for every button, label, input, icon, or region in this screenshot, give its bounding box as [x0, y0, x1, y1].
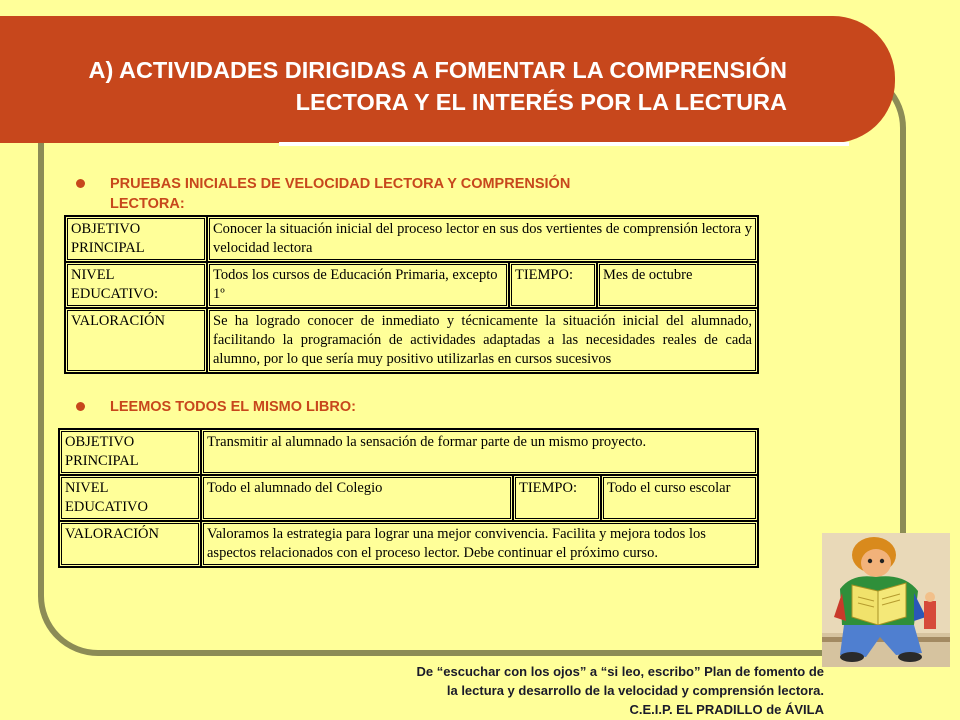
footer-line-2: la lectura y desarrollo de la velocidad y comprensión lectora.: [446, 683, 824, 698]
section-1-heading: PRUEBAS INICIALES DE VELOCIDAD LECTORA Y COMPRENSIÓN LECTORA:: [110, 176, 571, 212]
title-banner: [0, 16, 895, 143]
section-2-heading: LEEMOS TODOS EL MISMO LIBRO:: [110, 399, 356, 415]
tiempo-label: TIEMPO:: [509, 262, 597, 308]
title-line-2: LECTORA Y EL INTERÉS POR LA LECTURA: [295, 89, 787, 115]
nivel-label: NIVEL EDUCATIVO: [59, 475, 201, 521]
valoracion-label: VALORACIÓN: [65, 308, 207, 373]
nivel-value: Todo el alumnado del Colegio: [201, 475, 513, 521]
nivel-value: Todos los cursos de Educación Primaria, excepto 1º: [207, 262, 509, 308]
objetivo-value: Conocer la situación inicial del proceso lector en sus dos vertientes de comprensión lectora y velocidad lectora: [207, 216, 758, 262]
title-line-1: A) ACTIVIDADES DIRIGIDAS A FOMENTAR LA COMPRENSIÓN: [88, 57, 787, 83]
tiempo-value: Mes de octubre: [597, 262, 758, 308]
objetivo-value: Transmitir al alumnado la sensación de formar parte de un mismo proyecto.: [201, 429, 758, 475]
tiempo-label: TIEMPO:: [513, 475, 601, 521]
footer-line-1: De “escuchar con los ojos” a “si leo, escribo” Plan de fomento de: [416, 664, 824, 679]
objetivo-label: OBJETIVO PRINCIPAL: [65, 216, 207, 262]
title-underline: [279, 142, 849, 146]
bullet-icon: [76, 402, 85, 411]
footer-line-3: C.E.I.P. EL PRADILLO de ÁVILA: [629, 702, 824, 717]
nivel-label: NIVEL EDUCATIVO:: [65, 262, 207, 308]
child-reading-photo: [822, 533, 950, 667]
objetivo-label: OBJETIVO PRINCIPAL: [59, 429, 201, 475]
child-reading-illustration: [822, 533, 950, 667]
valoracion-value: Se ha logrado conocer de inmediato y técnicamente la situación inicial del alumnado, facilitando la programación de actividades adaptadas a las necesidades reales de cada alumno, por lo que sería muy positivo utilizarlas en cursos sucesivos: [207, 308, 758, 373]
tiempo-value: Todo el curso escolar: [601, 475, 758, 521]
slide-title: [89, 54, 787, 118]
section-1-table: [64, 215, 759, 374]
valoracion-label: VALORACIÓN: [59, 521, 201, 567]
footer-credit: [417, 662, 824, 719]
section-2-table: [58, 428, 759, 568]
bullet-icon: [76, 179, 85, 188]
valoracion-value: Valoramos la estrategia para lograr una mejor convivencia. Facilita y mejora todos los aspectos relacionados con el proceso lector. Debe continuar el próximo curso.: [201, 521, 758, 567]
